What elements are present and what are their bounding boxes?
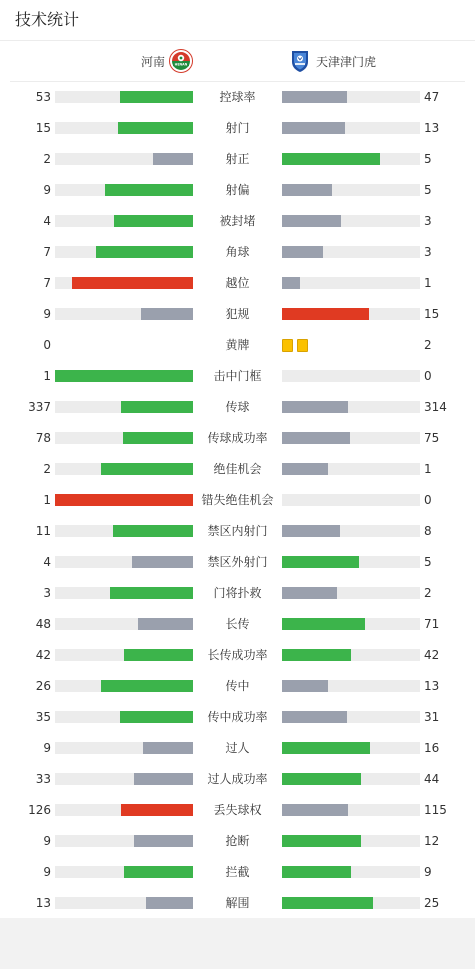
away-bar-fill (282, 773, 361, 785)
stat-row (0, 144, 475, 175)
stat-label: 过人成功率 (207, 772, 268, 786)
away-bar-track (282, 773, 420, 785)
home-bar-track (55, 525, 193, 537)
home-bar-fill (101, 680, 193, 692)
home-bar-fill (114, 215, 193, 227)
home-bar-fill (121, 804, 193, 816)
away-bar-track (282, 680, 420, 692)
home-stat-value: 9 (43, 307, 51, 321)
stat-row (0, 516, 475, 547)
home-bar-fill (120, 711, 193, 723)
stat-label: 禁区外射门 (207, 555, 268, 569)
home-bar-fill (113, 525, 193, 537)
away-stat-value: 2 (424, 586, 432, 600)
home-stat-value: 2 (43, 152, 51, 166)
stat-label: 丢失球权 (213, 803, 262, 817)
stat-label: 传中 (225, 679, 250, 693)
away-bar-track (282, 835, 420, 847)
stat-row (0, 175, 475, 206)
away-stat-value: 25 (424, 896, 440, 910)
stat-label: 控球率 (219, 90, 256, 104)
stat-row (0, 206, 475, 237)
home-stat-value: 7 (43, 276, 51, 290)
home-bar-track (55, 494, 193, 506)
stat-label: 射正 (225, 152, 250, 166)
away-stat-value: 44 (424, 772, 440, 786)
away-bar-fill (282, 525, 340, 537)
stat-row (0, 268, 475, 299)
away-stat-value: 1 (424, 276, 432, 290)
home-bar-track (55, 463, 193, 475)
stat-row (0, 454, 475, 485)
away-stat-value: 13 (424, 121, 440, 135)
stat-label: 长传 (225, 617, 250, 631)
home-stat-value: 78 (35, 431, 51, 445)
away-yellow-cards (282, 339, 312, 352)
home-bar-fill (146, 897, 193, 909)
henan-club-logo-icon (169, 49, 193, 73)
stat-row (0, 113, 475, 144)
away-bar-fill (282, 556, 359, 568)
stat-row (0, 82, 475, 113)
home-bar-track (55, 680, 193, 692)
home-bar-fill (55, 370, 193, 382)
home-bar-track (55, 897, 193, 909)
home-bar-fill (153, 153, 193, 165)
home-stat-value: 35 (35, 710, 51, 724)
home-stat-value: 33 (35, 772, 51, 786)
away-bar-fill (282, 277, 300, 289)
stat-label: 射门 (225, 121, 250, 135)
away-bar-track (282, 370, 420, 382)
away-stat-value: 16 (424, 741, 440, 755)
away-team[interactable] (288, 49, 376, 73)
home-stat-value: 11 (35, 524, 51, 538)
home-team-name: 河南 (140, 54, 165, 69)
home-bar-fill (138, 618, 193, 630)
away-bar-fill (282, 649, 351, 661)
tianjin-club-logo-icon (288, 49, 312, 73)
home-bar-fill (123, 432, 193, 444)
home-bar-fill (132, 556, 193, 568)
stat-label: 传中成功率 (207, 710, 268, 724)
home-stat-value: 4 (43, 555, 51, 569)
stat-label: 犯规 (225, 307, 250, 321)
home-bar-fill (96, 246, 193, 258)
stat-row (0, 826, 475, 857)
away-stat-value: 115 (424, 803, 447, 817)
away-bar-fill (282, 680, 328, 692)
away-bar-track (282, 463, 420, 475)
stat-row (0, 640, 475, 671)
away-bar-fill (282, 711, 347, 723)
home-bar-fill (72, 277, 193, 289)
home-bar-track (55, 153, 193, 165)
home-bar-fill (134, 773, 193, 785)
away-bar-fill (282, 122, 345, 134)
away-bar-track (282, 556, 420, 568)
stat-row (0, 578, 475, 609)
away-stat-value: 13 (424, 679, 440, 693)
home-bar-track (55, 556, 193, 568)
yellow-card-icon (282, 339, 293, 352)
stat-row (0, 330, 475, 361)
home-bar-track (55, 804, 193, 816)
away-bar-fill (282, 618, 365, 630)
home-bar-track (55, 370, 193, 382)
away-bar-fill (282, 835, 361, 847)
away-stat-value: 5 (424, 555, 432, 569)
stat-row (0, 299, 475, 330)
home-bar-track (55, 835, 193, 847)
stat-row (0, 609, 475, 640)
stat-label: 拦截 (225, 865, 250, 879)
away-bar-track (282, 91, 420, 103)
away-bar-track (282, 153, 420, 165)
away-bar-fill (282, 742, 370, 754)
home-bar-track (55, 711, 193, 723)
away-bar-fill (282, 463, 328, 475)
away-stat-value: 47 (424, 90, 440, 104)
away-bar-fill (282, 246, 323, 258)
away-bar-track (282, 897, 420, 909)
stats-list (0, 82, 475, 919)
home-stat-value: 13 (35, 896, 51, 910)
stat-label: 射偏 (225, 183, 250, 197)
away-stat-value: 2 (424, 338, 432, 352)
away-bar-track (282, 742, 420, 754)
home-team[interactable] (141, 49, 193, 73)
stat-row (0, 392, 475, 423)
home-bar-fill (121, 401, 193, 413)
away-bar-fill (282, 215, 341, 227)
home-bar-fill (101, 463, 193, 475)
home-stat-value: 9 (43, 183, 51, 197)
home-bar-fill (105, 184, 193, 196)
stat-label: 击中门框 (213, 369, 262, 383)
home-bar-fill (110, 587, 193, 599)
home-bar-fill (55, 494, 193, 506)
stat-row (0, 888, 475, 919)
away-bar-fill (282, 91, 347, 103)
home-stat-value: 4 (43, 214, 51, 228)
stat-row (0, 702, 475, 733)
away-bar-track (282, 866, 420, 878)
away-bar-track (282, 587, 420, 599)
stat-label: 黄牌 (225, 338, 250, 352)
stat-row (0, 857, 475, 888)
away-bar-fill (282, 866, 351, 878)
stat-label: 传球 (225, 400, 250, 414)
away-stat-value: 5 (424, 183, 432, 197)
teams-header (0, 41, 475, 81)
away-stat-value: 0 (424, 369, 432, 383)
home-stat-value: 15 (35, 121, 51, 135)
yellow-card-icon (297, 339, 308, 352)
home-stat-value: 0 (43, 338, 51, 352)
away-bar-track (282, 122, 420, 134)
stat-label: 禁区内射门 (207, 524, 268, 538)
away-bar-fill (282, 401, 348, 413)
stat-label: 绝佳机会 (213, 462, 262, 476)
away-stat-value: 5 (424, 152, 432, 166)
home-stat-value: 126 (28, 803, 51, 817)
stat-row (0, 361, 475, 392)
away-stat-value: 71 (424, 617, 440, 631)
home-bar-track (55, 91, 193, 103)
stat-label: 错失绝佳机会 (201, 493, 274, 507)
stat-row (0, 733, 475, 764)
home-bar-fill (143, 742, 193, 754)
away-bar-track (282, 494, 420, 506)
home-stat-value: 3 (43, 586, 51, 600)
stat-row (0, 485, 475, 516)
home-stat-value: 7 (43, 245, 51, 259)
away-team-name: 天津津门虎 (316, 54, 377, 69)
home-bar-track (55, 587, 193, 599)
home-bar-track (55, 308, 193, 320)
home-stat-value: 9 (43, 834, 51, 848)
svg-text:HENAN: HENAN (174, 62, 188, 67)
away-bar-fill (282, 184, 332, 196)
stat-label: 被封堵 (219, 214, 256, 228)
stat-row (0, 764, 475, 795)
away-stat-value: 12 (424, 834, 440, 848)
home-stat-value: 53 (35, 90, 51, 104)
home-bar-fill (118, 122, 193, 134)
away-bar-fill (282, 432, 350, 444)
stat-label: 越位 (225, 276, 250, 290)
away-stat-value: 8 (424, 524, 432, 538)
home-bar-track (55, 866, 193, 878)
section-title: 技术统计 (15, 10, 80, 29)
home-bar-track (55, 649, 193, 661)
home-bar-track (55, 773, 193, 785)
home-stat-value: 2 (43, 462, 51, 476)
stat-label: 门将扑救 (213, 586, 262, 600)
home-bar-track (55, 122, 193, 134)
home-stat-value: 48 (35, 617, 51, 631)
stat-label: 抢断 (225, 834, 250, 848)
home-stat-value: 9 (43, 865, 51, 879)
away-bar-fill (282, 308, 369, 320)
away-bar-track (282, 804, 420, 816)
away-bar-track (282, 432, 420, 444)
home-bar-fill (124, 649, 193, 661)
away-stat-value: 3 (424, 214, 432, 228)
away-stat-value: 15 (424, 307, 440, 321)
stat-label: 长传成功率 (207, 648, 268, 662)
stat-label: 过人 (225, 741, 250, 755)
home-bar-fill (120, 91, 193, 103)
away-bar-track (282, 184, 420, 196)
home-stat-value: 9 (43, 741, 51, 755)
home-bar-track (55, 184, 193, 196)
home-stat-value: 42 (35, 648, 51, 662)
away-bar-track (282, 525, 420, 537)
home-bar-track (55, 215, 193, 227)
away-stat-value: 314 (424, 400, 447, 414)
stat-row (0, 547, 475, 578)
away-bar-fill (282, 153, 380, 165)
away-bar-track (282, 618, 420, 630)
home-bar-track (55, 246, 193, 258)
home-bar-track (55, 432, 193, 444)
home-bar-track (55, 742, 193, 754)
stat-row (0, 671, 475, 702)
home-bar-fill (141, 308, 193, 320)
stat-row (0, 423, 475, 454)
stat-label: 传球成功率 (207, 431, 268, 445)
away-bar-fill (282, 804, 348, 816)
stat-row (0, 237, 475, 268)
away-bar-track (282, 215, 420, 227)
away-stat-value: 9 (424, 865, 432, 879)
away-stat-value: 42 (424, 648, 440, 662)
away-stat-value: 3 (424, 245, 432, 259)
stat-label: 角球 (225, 245, 250, 259)
home-stat-value: 26 (35, 679, 51, 693)
home-bar-fill (134, 835, 193, 847)
home-bar-fill (124, 866, 193, 878)
home-bar-track (55, 401, 193, 413)
away-bar-fill (282, 587, 337, 599)
home-bar-track (55, 618, 193, 630)
away-stat-value: 75 (424, 431, 440, 445)
stat-row (0, 795, 475, 826)
away-bar-track (282, 308, 420, 320)
away-bar-track (282, 711, 420, 723)
away-stat-value: 1 (424, 462, 432, 476)
away-bar-track (282, 649, 420, 661)
away-bar-track (282, 246, 420, 258)
home-stat-value: 337 (28, 400, 51, 414)
away-bar-track (282, 277, 420, 289)
stat-label: 解围 (225, 896, 250, 910)
away-bar-fill (282, 897, 373, 909)
away-stat-value: 31 (424, 710, 440, 724)
home-stat-value: 1 (43, 493, 51, 507)
home-bar-track (55, 277, 193, 289)
home-stat-value: 1 (43, 369, 51, 383)
away-stat-value: 0 (424, 493, 432, 507)
away-bar-track (282, 401, 420, 413)
